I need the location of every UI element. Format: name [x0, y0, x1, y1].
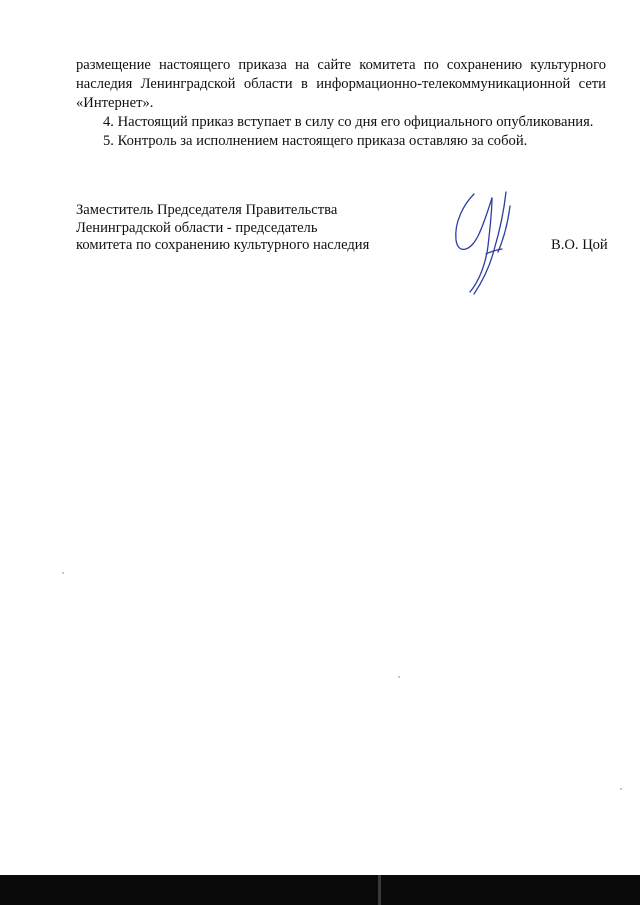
handwritten-signature	[448, 188, 533, 298]
body-text	[76, 56, 606, 151]
scan-bottom-edge	[0, 875, 640, 905]
signer-position-line-1: Заместитель Председателя Правительства	[76, 202, 338, 218]
scan-speck	[398, 676, 400, 678]
signer-position-line-2: Ленинградской области - председатель	[76, 219, 318, 236]
scan-speck	[620, 788, 622, 790]
scan-edge-artifact	[378, 875, 381, 905]
signer-position-line-3: комитета по сохранению культурного наследия	[76, 237, 370, 253]
paragraph-item-5: 5. Контроль за исполнением настоящего приказа оставляю за собой.	[103, 133, 528, 149]
paragraph-item-4: 4. Настоящий приказ вступает в силу со дня его официального опубликования.	[103, 114, 594, 130]
paragraph-continuation: размещение настоящего приказа на сайте комитета по сохранению культурного наследия Ленинградской области в информационно-телекоммуникационной сети «Интернет».	[76, 57, 606, 111]
scan-speck	[62, 572, 64, 574]
signer-name: В.О. Цой	[551, 237, 608, 253]
